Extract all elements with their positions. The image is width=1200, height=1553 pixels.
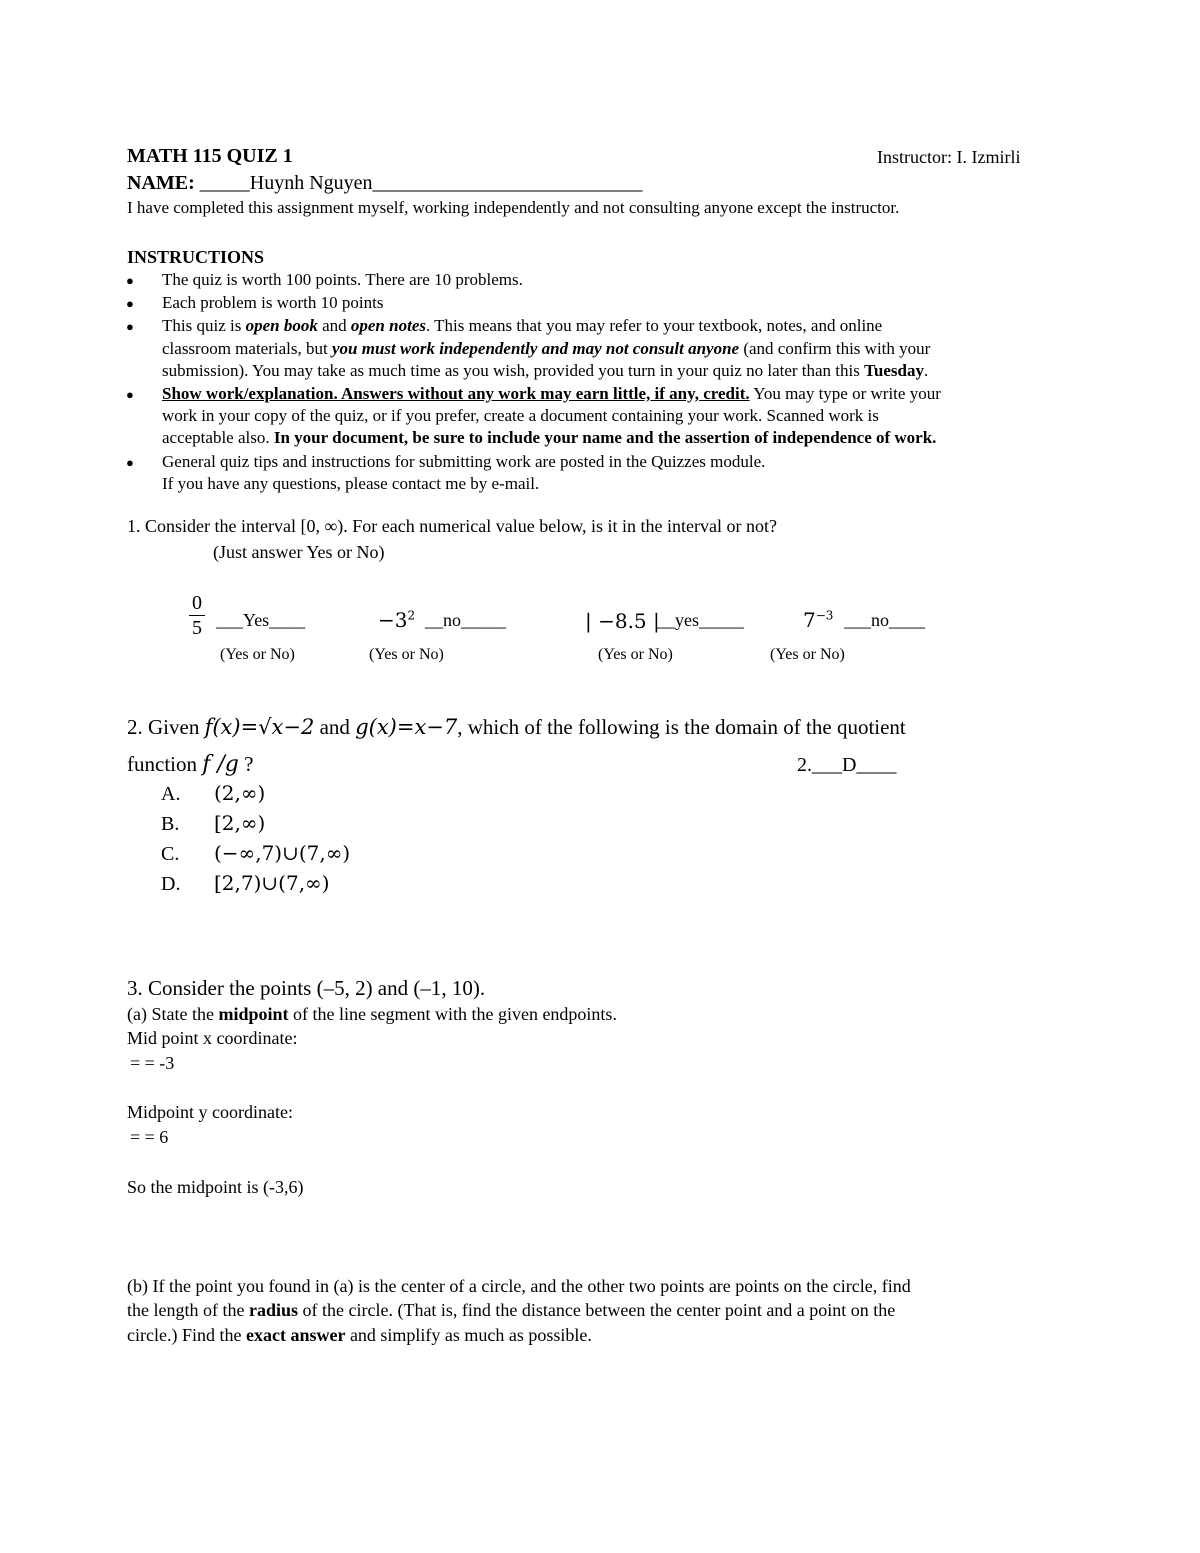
q2-option-d[interactable]: [2,7)∪(7,∞) — [214, 871, 330, 895]
quotient-function: f /g — [202, 752, 239, 777]
instruction-2: Each problem is worth 10 points — [162, 293, 384, 312]
instruction-3-line-1 — [162, 316, 882, 336]
quiz-title: MATH 115 QUIZ 1 — [127, 145, 293, 167]
text: acceptable also. — [162, 428, 274, 447]
midpoint-x-value[interactable]: = = -3 — [130, 1053, 175, 1073]
fraction-numerator: 0 — [192, 592, 202, 614]
name-label: NAME: — [127, 172, 195, 194]
q3b-prompt-line-2 — [127, 1300, 895, 1321]
q3-prompt: 3. Consider the points (–5, 2) and (–1, 10). — [127, 976, 486, 1000]
q2-option-a-label: A. — [161, 783, 181, 805]
midpoint-y-label: Midpoint y coordinate: — [127, 1102, 293, 1122]
text: , which of the following is the domain of the quotient — [457, 715, 906, 739]
g-definition: g(x)=x−7 — [355, 715, 458, 739]
fraction-bar — [189, 615, 205, 616]
text: of the circle. (That is, find the distance between the center point and a point on the — [298, 1300, 896, 1320]
text: classroom materials, but — [162, 339, 332, 358]
q2-option-c-label: C. — [161, 843, 180, 865]
bullet-icon: ● — [126, 387, 134, 402]
q1-hint-4: (Yes or No) — [770, 646, 845, 663]
due-day: Tuesday — [864, 361, 924, 380]
bullet-icon: ● — [126, 319, 134, 334]
q1-value-3: | −8.5 | — [585, 609, 660, 633]
show-work-emphasis: Show work/explanation. Answers without any work may earn little, if any, credit. — [162, 384, 750, 403]
text: and — [314, 715, 356, 739]
fraction-denominator: 5 — [192, 617, 202, 639]
exponent: 2 — [407, 608, 416, 623]
text: This quiz is — [162, 316, 246, 335]
text: circle.) Find the — [127, 1325, 246, 1345]
text: and — [317, 316, 351, 335]
text: and simplify as much as possible. — [345, 1325, 592, 1345]
name-line — [127, 172, 643, 195]
q3b-prompt-line-1: (b) If the point you found in (a) is the center of a circle, and the other two points are points on the circle, find — [127, 1276, 911, 1296]
instructions-heading: INSTRUCTIONS — [127, 247, 265, 267]
q1-hint-1: (Yes or No) — [220, 646, 295, 663]
q3a-prompt — [127, 1004, 617, 1025]
bullet-icon: ● — [126, 296, 134, 311]
name-value[interactable]: _____Huynh Nguyen___________________________ — [199, 172, 643, 194]
text: of the line segment with the given endpoints. — [288, 1004, 617, 1024]
base: 7 — [803, 608, 816, 632]
document-emphasis: In your document, be sure to include your name and the assertion of independence of work. — [273, 428, 937, 447]
q1-hint-3: (Yes or No) — [598, 646, 673, 663]
q2-option-d-label: D. — [161, 873, 181, 895]
bullet-icon: ● — [126, 273, 134, 288]
midpoint-y-value[interactable]: = = 6 — [130, 1127, 169, 1147]
q1-value-2 — [378, 608, 415, 632]
base: −3 — [378, 608, 408, 632]
instruction-3-line-3 — [162, 361, 928, 381]
q1-answer-1[interactable]: ___Yes____ — [216, 610, 306, 630]
text: 2. Given — [127, 715, 205, 739]
exact-answer-emphasis: exact answer — [245, 1325, 346, 1345]
q2-answer[interactable]: 2.___D____ — [797, 754, 897, 776]
bullet-icon: ● — [126, 455, 134, 470]
radius-emphasis: radius — [248, 1300, 298, 1320]
text: (a) State the — [127, 1004, 219, 1024]
q2-option-b[interactable]: [2,∞) — [214, 811, 266, 835]
q1-hint-2: (Yes or No) — [369, 646, 444, 663]
instruction-3-line-2 — [162, 339, 930, 359]
q1-answer-4[interactable]: ___no____ — [844, 610, 925, 630]
instruction-4-line-3 — [162, 428, 936, 448]
contact-note: If you have any questions, please contact me by e-mail. — [162, 474, 540, 493]
text: the length of the — [127, 1300, 249, 1320]
q2-option-a[interactable]: (2,∞) — [214, 781, 266, 805]
instruction-5: General quiz tips and instructions for submitting work are posted in the Quizzes module. — [162, 452, 766, 471]
open-notes-emphasis: open notes — [350, 316, 426, 335]
q1-answer-3[interactable]: __yes_____ — [657, 610, 744, 630]
midpoint-answer[interactable]: So the midpoint is (-3,6) — [127, 1177, 304, 1197]
independence-emphasis: you must work independently and may not consult anyone — [331, 339, 740, 358]
midpoint-x-label: Mid point x coordinate: — [127, 1028, 298, 1048]
instruction-4-line-2: work in your copy of the quiz, or if you prefer, create a document containing your work. Scanned work is — [162, 406, 879, 425]
text: ? — [238, 752, 254, 776]
instruction-1: The quiz is worth 100 points. There are 10 problems. — [162, 270, 523, 289]
text: submission). You may take as much time as you wish, provided you turn in your quiz no later than this — [162, 361, 865, 380]
q1-answer-2[interactable]: __no_____ — [425, 610, 506, 630]
q1-value-4 — [803, 608, 833, 632]
text: . — [923, 361, 929, 380]
instruction-4-line-1 — [162, 384, 941, 404]
text: (and confirm this with your — [739, 339, 931, 358]
exponent: −3 — [815, 608, 834, 623]
text: . This means that you may refer to your textbook, notes, and online — [425, 316, 883, 335]
midpoint-emphasis: midpoint — [218, 1004, 289, 1024]
text: You may type or write your — [749, 384, 941, 403]
instructor-label: Instructor: I. Izmirli — [877, 147, 1021, 167]
independence-assertion: I have completed this assignment myself, working independently and not consulting anyone except the instructor. — [127, 198, 900, 217]
q1-subprompt: (Just answer Yes or No) — [213, 542, 385, 562]
text: function — [127, 752, 203, 776]
fraction-zero-over-five — [189, 593, 205, 638]
q3b-prompt-line-3 — [127, 1325, 592, 1346]
open-book-emphasis: open book — [245, 316, 318, 335]
f-definition: f(x)=√x−2 — [204, 715, 315, 739]
q1-prompt: 1. Consider the interval [0, ∞). For each numerical value below, is it in the interval or not? — [127, 516, 777, 536]
q2-option-b-label: B. — [161, 813, 180, 835]
q2-prompt-line-2 — [127, 752, 253, 777]
q2-option-c[interactable]: (−∞,7)∪(7,∞) — [214, 841, 351, 865]
q2-prompt-line-1 — [127, 715, 906, 740]
